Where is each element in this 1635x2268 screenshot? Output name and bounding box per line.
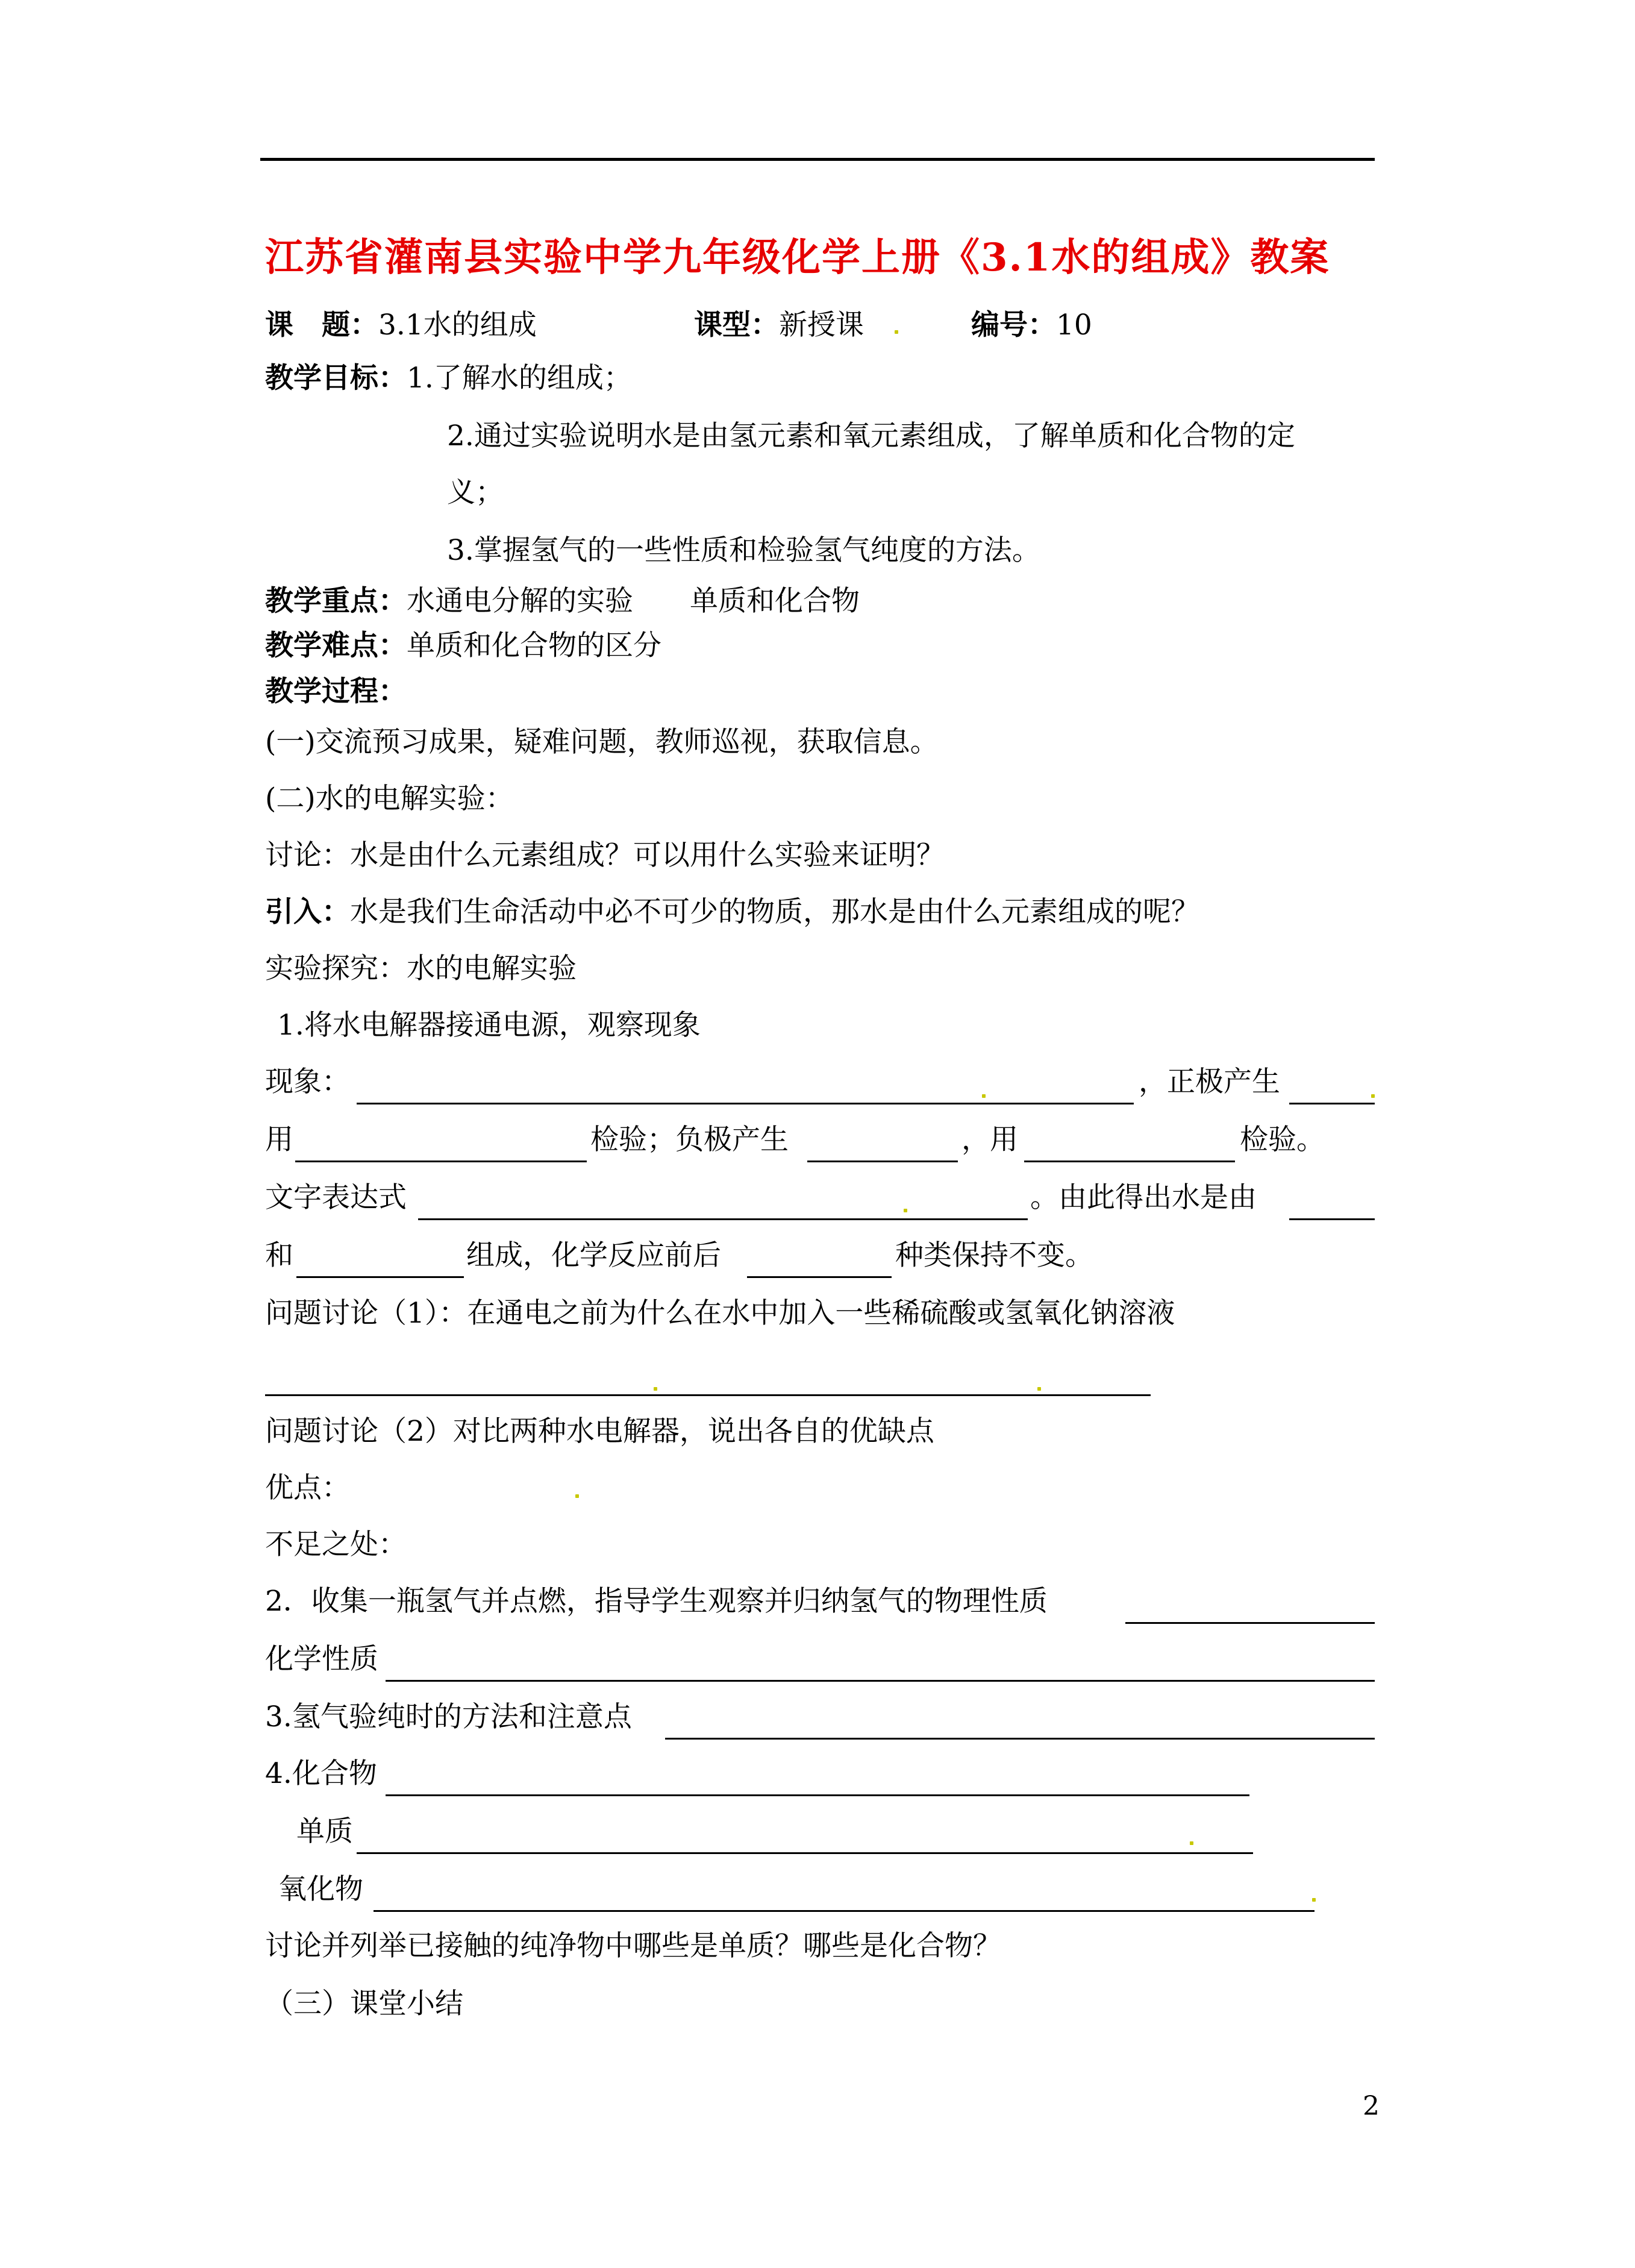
objective-2b: 义； xyxy=(447,476,504,509)
kind-label: 种类保持不变。 xyxy=(895,1239,1093,1272)
summary-heading: （三）课堂小结 xyxy=(265,1987,463,2020)
step-2: (二)水的电解实验： xyxy=(265,782,514,815)
purity-test-blank[interactable] xyxy=(665,1738,1375,1740)
page-number: 2 xyxy=(1363,2091,1380,2122)
use-label-2: ，用 xyxy=(961,1123,1018,1156)
compound-blank[interactable] xyxy=(386,1794,1249,1796)
discussion-line: 讨论：水是由什么元素组成？可以用什么实验来证明？ xyxy=(265,839,945,872)
intro-line xyxy=(265,894,1199,930)
simple-substance-blank[interactable] xyxy=(357,1852,1253,1854)
document-title: 江苏省灌南县实验中学九年级化学上册《3.1水的组成》教案 xyxy=(265,235,1330,280)
discussion-list-line: 讨论并列举已接触的纯净物中哪些是单质？哪些是化合物？ xyxy=(265,1929,1001,1963)
objectives-line xyxy=(265,360,632,396)
use-blank-1[interactable] xyxy=(295,1161,587,1162)
scan-speck xyxy=(1190,1841,1193,1845)
number-value: 10 xyxy=(1056,309,1092,342)
question-1-blank[interactable] xyxy=(265,1394,1151,1396)
objective-1: 1.了解水的组成； xyxy=(407,362,632,395)
scan-speck xyxy=(1312,1898,1316,1902)
oxide-label: 氧化物 xyxy=(278,1873,363,1906)
header-rule xyxy=(260,158,1375,161)
compound-label: 4.化合物 xyxy=(265,1757,377,1790)
positive-label: ，正极产生 xyxy=(1139,1065,1280,1098)
question-2: 问题讨论（2）对比两种水电解器，说出各自的优缺点 xyxy=(265,1415,934,1448)
chemical-property-blank[interactable] xyxy=(386,1680,1375,1682)
advantages-label: 优点： xyxy=(265,1471,350,1505)
scan-speck xyxy=(1037,1387,1041,1391)
question-1: 问题讨论（1）：在通电之前为什么在水中加入一些稀硫酸或氢氧化钠溶液 xyxy=(265,1297,1175,1330)
difficulty-label: 教学难点： xyxy=(265,629,407,662)
topic-label: 课 题： xyxy=(265,309,378,342)
use-blank-2[interactable] xyxy=(1024,1161,1235,1162)
element-blank-1[interactable] xyxy=(1289,1218,1375,1220)
scan-speck xyxy=(1371,1094,1375,1098)
number-label: 编号： xyxy=(971,309,1056,342)
element-blank-2[interactable] xyxy=(296,1276,464,1278)
key-points-value: 水通电分解的实验 单质和化合物 xyxy=(407,584,860,618)
scan-speck xyxy=(982,1094,986,1098)
number-field xyxy=(971,307,1092,343)
experiment-line: 实验探究：水的电解实验 xyxy=(265,952,577,985)
physical-property-blank[interactable] xyxy=(1125,1622,1375,1624)
key-points-line xyxy=(265,583,860,619)
step-1: (一)交流预习成果，疑难问题，教师巡视，获取信息。 xyxy=(265,725,939,759)
key-points-label: 教学重点： xyxy=(265,584,407,618)
scan-speck xyxy=(575,1494,579,1498)
meta-line xyxy=(265,307,537,343)
word-expression-label: 文字表达式 xyxy=(265,1181,407,1214)
type-value: 新授课 xyxy=(779,309,864,342)
kind-blank[interactable] xyxy=(747,1276,892,1278)
intro-label: 引入： xyxy=(265,895,350,929)
oxide-blank[interactable] xyxy=(374,1910,1315,1912)
word-expression-blank[interactable] xyxy=(418,1218,1028,1220)
scan-speck xyxy=(904,1209,907,1212)
experiment-step-1: 1.将水电解器接通电源，观察现象 xyxy=(277,1009,701,1042)
process-label: 教学过程： xyxy=(265,675,407,708)
check-label-1: 检验；负极产生 xyxy=(590,1123,789,1156)
intro-text: 水是我们生命活动中必不可少的物质，那水是由什么元素组成的呢？ xyxy=(350,895,1199,929)
type-label: 课型： xyxy=(694,309,779,342)
scan-speck xyxy=(895,330,898,334)
difficulty-line xyxy=(265,628,661,664)
objectives-label: 教学目标： xyxy=(265,362,407,395)
scan-speck xyxy=(654,1387,657,1391)
disadvantages-label: 不足之处： xyxy=(265,1528,407,1561)
hydrogen-physical-label: 2．收集一瓶氢气并点燃，指导学生观察并归纳氢气的物理性质 xyxy=(265,1585,1048,1618)
use-label-1: 用 xyxy=(265,1123,293,1156)
conclude-label: 。由此得出水是由 xyxy=(1030,1181,1257,1214)
negative-blank[interactable] xyxy=(807,1161,958,1162)
chemical-property-label: 化学性质 xyxy=(265,1643,378,1676)
composed-label: 组成，化学反应前后 xyxy=(466,1239,721,1272)
purity-test-label: 3.氢气验纯时的方法和注意点 xyxy=(265,1700,632,1734)
type-field xyxy=(694,307,864,343)
phenomenon-label: 现象： xyxy=(265,1065,350,1098)
and-label: 和 xyxy=(265,1239,293,1272)
phenomenon-blank[interactable] xyxy=(357,1103,1134,1104)
simple-substance-label: 单质 xyxy=(296,1815,353,1848)
objective-2a: 2.通过实验说明水是由氢元素和氧元素组成，了解单质和化合物的定 xyxy=(447,419,1295,453)
positive-blank[interactable] xyxy=(1289,1103,1375,1104)
check-label-2: 检验。 xyxy=(1240,1123,1325,1156)
topic-value: 3.1水的组成 xyxy=(378,309,537,342)
objective-3: 3.掌握氢气的一些性质和检验氢气纯度的方法。 xyxy=(447,534,1040,567)
difficulty-value: 单质和化合物的区分 xyxy=(407,629,661,662)
